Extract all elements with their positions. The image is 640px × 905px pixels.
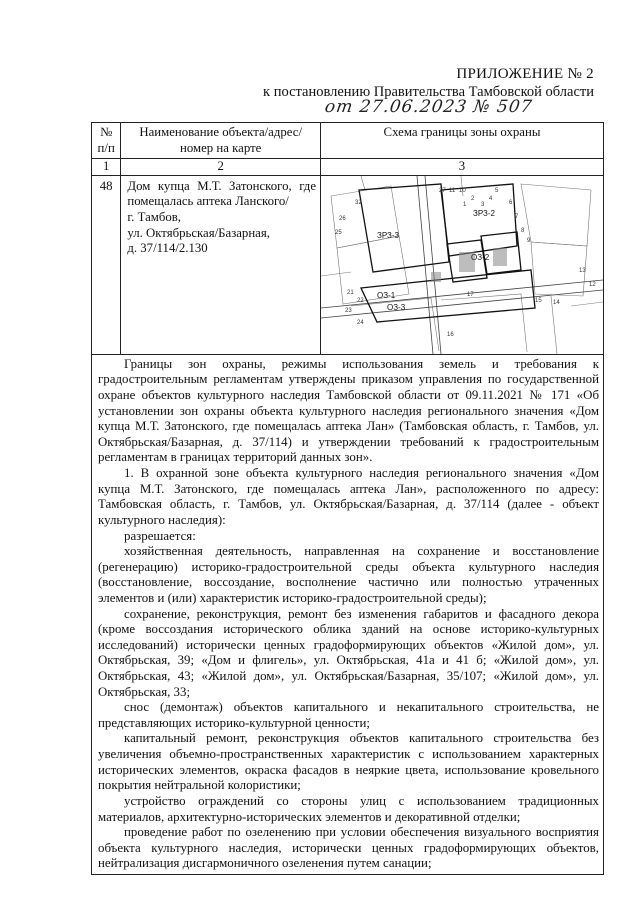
point-number: 7 (515, 213, 519, 220)
column-number-row (92, 159, 604, 176)
point-number: 4 (489, 195, 493, 202)
protection-zone-table (91, 122, 604, 875)
point-number: 17 (467, 291, 474, 298)
zone-label: ОЗ-3 (387, 302, 406, 312)
object-name-line: помещалась аптека Ланского/ (127, 194, 289, 209)
point-number: 16 (447, 331, 454, 338)
point-number: 14 (553, 299, 560, 306)
appendix-subtitle: к постановлению Правительства Тамбовской области (263, 84, 594, 100)
point-number: 10 (459, 187, 466, 194)
point-number: 13 (579, 267, 586, 274)
appendix-title: ПРИЛОЖЕНИЕ № 2 (456, 66, 594, 82)
point-number: 1 (463, 201, 467, 208)
object-name-line: Дом купца М.Т. Затонского, где (127, 178, 316, 193)
paragraph: сохранение, реконструкция, ремонт без изменения габаритов и фасадного декора (кроме воссоздания исторического облика зданий на основе историко-культурных исследований) исторически ценных градоформирующих объектов «Жилой дом», ул. Октябрьская, 39; «Дом и флигель», ул. Октябрьская, 41а и 41 б; «Жилой дом», ул. Октябрьская, 43; «Жилой дом», ул. Октябрьская/Базарная, 35/107; «Жилой дом», ул. Октябрьская, 33; (98, 606, 599, 699)
header-number: № п/п (92, 123, 121, 159)
point-number: 5 (495, 187, 499, 194)
paragraph: капитальный ремонт, реконструкция объектов капитального строительства без увеличения объемно-пространственных характеристик с использованием характерных исторических элементов, окраска фасадов в неяркие цвета, использование кровельного покрытия нейтральной колористики; (98, 731, 599, 793)
point-number: 25 (335, 229, 342, 236)
paragraph: разрешается: (124, 528, 196, 543)
zone-label: ЗРЗ-2 (473, 208, 495, 218)
point-number: 2 (471, 195, 475, 202)
text-row (92, 354, 604, 874)
zone-scheme-map (321, 176, 603, 354)
col-number-1: 1 (92, 159, 121, 176)
zone-label: ОЗ-2 (471, 252, 490, 262)
point-number: 24 (357, 319, 364, 326)
point-number: 15 (535, 297, 542, 304)
point-number: 26 (339, 215, 346, 222)
header-name: Наименование объекта/адрес/номер на карте (121, 123, 321, 159)
point-number: 22 (357, 297, 364, 304)
point-number: 9 (527, 237, 531, 244)
zone-label: ОЗ-1 (377, 290, 396, 300)
paragraph: проведение работ по озеленению при условии обеспечения визуального восприятия объекта культурного наследия, исторически ценных градоформирующих объектов, нейтрализация дисгармоничного озеленения путем санации; (98, 825, 599, 871)
point-number: 12 (589, 281, 596, 288)
point-number: 23 (345, 307, 352, 314)
point-number: 6 (509, 199, 513, 206)
zone-regulations-text (92, 354, 604, 874)
point-number: 32 (355, 199, 362, 206)
paragraph: устройство ограждений со стороны улиц с использованием традиционных материалов, архитектурно-исторических элементов и декоративной отделки; (98, 793, 599, 824)
paragraph: хозяйственная деятельность, направленная на сохранение и восстановление (регенерацию) историко-градостроительной среды объекта культурного наследия (восстановление, воссоздание, восполнение частично или полностью утраченных элементов и (или) характеристик историко-градостроительной среды); (98, 544, 599, 605)
zone-scheme-cell (321, 175, 604, 354)
object-name-line: ул. Октябрьская/Базарная, (127, 225, 270, 240)
point-number: 21 (347, 289, 354, 296)
handwritten-date-number: от 27.06.2023 № 507 (323, 97, 534, 117)
zone-label: ЗРЗ-3 (377, 230, 399, 240)
table-header-row (92, 123, 604, 159)
point-number: 11 (449, 187, 456, 194)
paragraph: 1. В охранной зоне объекта культурного наследия регионального значения «Дом купца М.Т. Затонского, где помещалась аптека Лан», расположенного по адресу: Тамбовская область, г. Тамбов, ул. Октябрьская/Базарная, д. 37/114 (далее - объект культурного наследия): (98, 466, 599, 527)
col-number-2: 2 (121, 159, 321, 176)
paragraph: Границы зон охраны, режимы использования земель и требования к градостроительным регламентам утверждены приказом управления по государственной охране объектов культурного наследия Тамбовской области от 09.11.2021 № 171 «Об установлении зон охраны объекта культурного наследия регионального значения «Дом купца М.Т. Затонского, где помещалась аптека Лан» (Тамбовская область, г. Тамбов, ул. Октябрьская/Базарная, д. 37/114) и утверждении требований к градостроительным регламентам в границах территорий данных зон». (98, 356, 599, 465)
point-number: 3 (481, 201, 485, 208)
point-number: 27 (439, 187, 446, 194)
object-name-line: д. 37/114/2.130 (127, 241, 208, 256)
table-row (92, 175, 604, 354)
object-name (121, 175, 321, 354)
col-number-3: 3 (321, 159, 604, 176)
point-number: 8 (521, 227, 525, 234)
object-name-line: г. Тамбов, (127, 210, 182, 225)
paragraph: снос (демонтаж) объектов капитального и некапитального строительства, не представляющих историко-культурной ценности; (98, 700, 599, 730)
row-number: 48 (92, 175, 121, 354)
header-scheme: Схема границы зоны охраны (321, 123, 604, 159)
